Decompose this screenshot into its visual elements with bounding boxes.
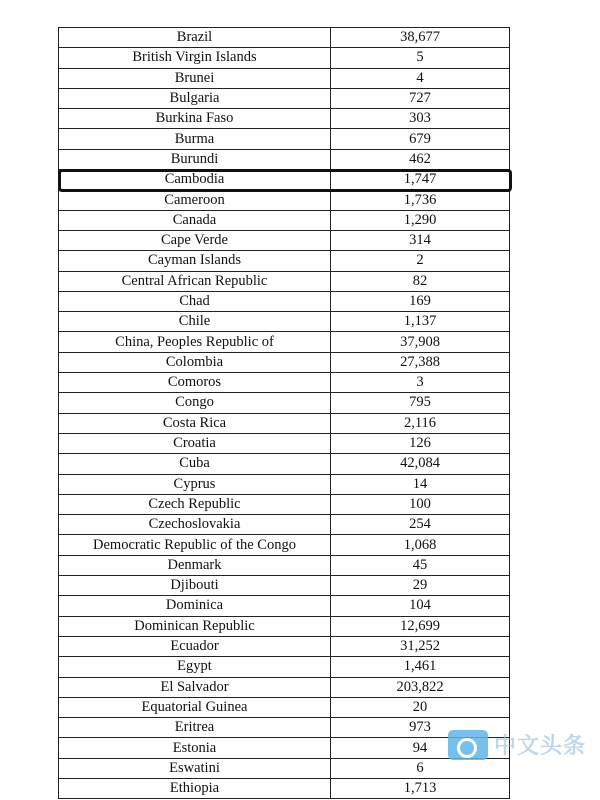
table-row [59,88,510,108]
country-cell: El Salvador [59,677,331,697]
value-cell: 727 [331,88,510,108]
country-cell: Eswatini [59,758,331,778]
table-row [59,129,510,149]
table-row [59,271,510,291]
table-row [59,555,510,575]
value-cell: 4 [331,68,510,88]
table-row [59,738,510,758]
country-cell: Comoros [59,373,331,393]
value-cell: 94 [331,738,510,758]
value-cell: 82 [331,271,510,291]
watermark-logo-icon [448,730,488,760]
country-cell: Chad [59,291,331,311]
country-cell: Czech Republic [59,494,331,514]
watermark-text: 中文头条 [493,734,586,759]
table-row [59,616,510,636]
value-cell: 314 [331,230,510,250]
table-row [59,657,510,677]
country-cell: Brazil [59,28,331,48]
country-cell: Cape Verde [59,230,331,250]
country-cell: Chile [59,312,331,332]
country-cell: Ecuador [59,636,331,656]
country-cell: Costa Rica [59,413,331,433]
country-cell: Egypt [59,657,331,677]
country-cell: Canada [59,210,331,230]
table-row [59,352,510,372]
table-row [59,230,510,250]
table-row [59,596,510,616]
table-row [59,28,510,48]
table-row [59,677,510,697]
value-cell: 303 [331,109,510,129]
value-cell: 3 [331,373,510,393]
table-row [59,494,510,514]
country-cell: Democratic Republic of the Congo [59,535,331,555]
table-row [59,636,510,656]
table-row [59,393,510,413]
value-cell: 254 [331,515,510,535]
value-cell: 12,699 [331,616,510,636]
table-row [59,291,510,311]
country-cell: Cyprus [59,474,331,494]
country-cell: Czechoslovakia [59,515,331,535]
table-row [59,697,510,717]
country-cell: Cayman Islands [59,251,331,271]
country-cell: Cuba [59,454,331,474]
country-cell: China, Peoples Republic of [59,332,331,352]
value-cell: 104 [331,596,510,616]
country-cell: Estonia [59,738,331,758]
table-row [59,312,510,332]
value-cell: 679 [331,129,510,149]
table-row [59,48,510,68]
table-row [59,474,510,494]
value-cell: 126 [331,433,510,453]
value-cell: 37,908 [331,332,510,352]
value-cell: 1,290 [331,210,510,230]
country-cell: Denmark [59,555,331,575]
country-cell: Bulgaria [59,88,331,108]
table-row [59,190,510,210]
country-cell: Burkina Faso [59,109,331,129]
table-row [59,332,510,352]
table-row [59,535,510,555]
table-row [59,433,510,453]
table-row [59,718,510,738]
value-cell: 38,677 [331,28,510,48]
table-row [59,515,510,535]
table-row [59,373,510,393]
watermark [448,729,586,760]
value-cell: 20 [331,697,510,717]
value-cell: 2,116 [331,413,510,433]
table-row [59,576,510,596]
country-cell: Croatia [59,433,331,453]
value-cell: 27,388 [331,352,510,372]
value-cell: 45 [331,555,510,575]
country-cell: Cameroon [59,190,331,210]
table-row [59,210,510,230]
country-cell: Burma [59,129,331,149]
country-cell: Dominican Republic [59,616,331,636]
value-cell: 42,084 [331,454,510,474]
country-cell: British Virgin Islands [59,48,331,68]
value-cell: 1,137 [331,312,510,332]
value-cell: 462 [331,149,510,169]
table-row [59,251,510,271]
value-cell: 6 [331,758,510,778]
value-cell: 100 [331,494,510,514]
table-row [59,454,510,474]
table-row [59,758,510,778]
table-body [59,28,510,799]
value-cell: 14 [331,474,510,494]
value-cell: 1,747 [331,170,510,190]
value-cell: 1,068 [331,535,510,555]
table-row [59,778,510,798]
table-row [59,68,510,88]
value-cell: 973 [331,718,510,738]
value-cell: 203,822 [331,677,510,697]
value-cell: 795 [331,393,510,413]
country-cell: Central African Republic [59,271,331,291]
value-cell: 1,461 [331,657,510,677]
value-cell: 31,252 [331,636,510,656]
value-cell: 5 [331,48,510,68]
country-cell: Eritrea [59,718,331,738]
country-cell: Congo [59,393,331,413]
country-cell: Cambodia [59,170,331,190]
table-row [59,109,510,129]
table-row [59,170,510,190]
country-cell: Ethiopia [59,778,331,798]
country-cell: Burundi [59,149,331,169]
country-cell: Colombia [59,352,331,372]
country-cell: Brunei [59,68,331,88]
value-cell: 29 [331,576,510,596]
country-cell: Djibouti [59,576,331,596]
value-cell: 169 [331,291,510,311]
value-cell: 1,736 [331,190,510,210]
value-cell: 1,713 [331,778,510,798]
value-cell: 2 [331,251,510,271]
country-count-table [58,27,510,799]
country-cell: Equatorial Guinea [59,697,331,717]
table-row [59,149,510,169]
country-cell: Dominica [59,596,331,616]
table-row [59,413,510,433]
